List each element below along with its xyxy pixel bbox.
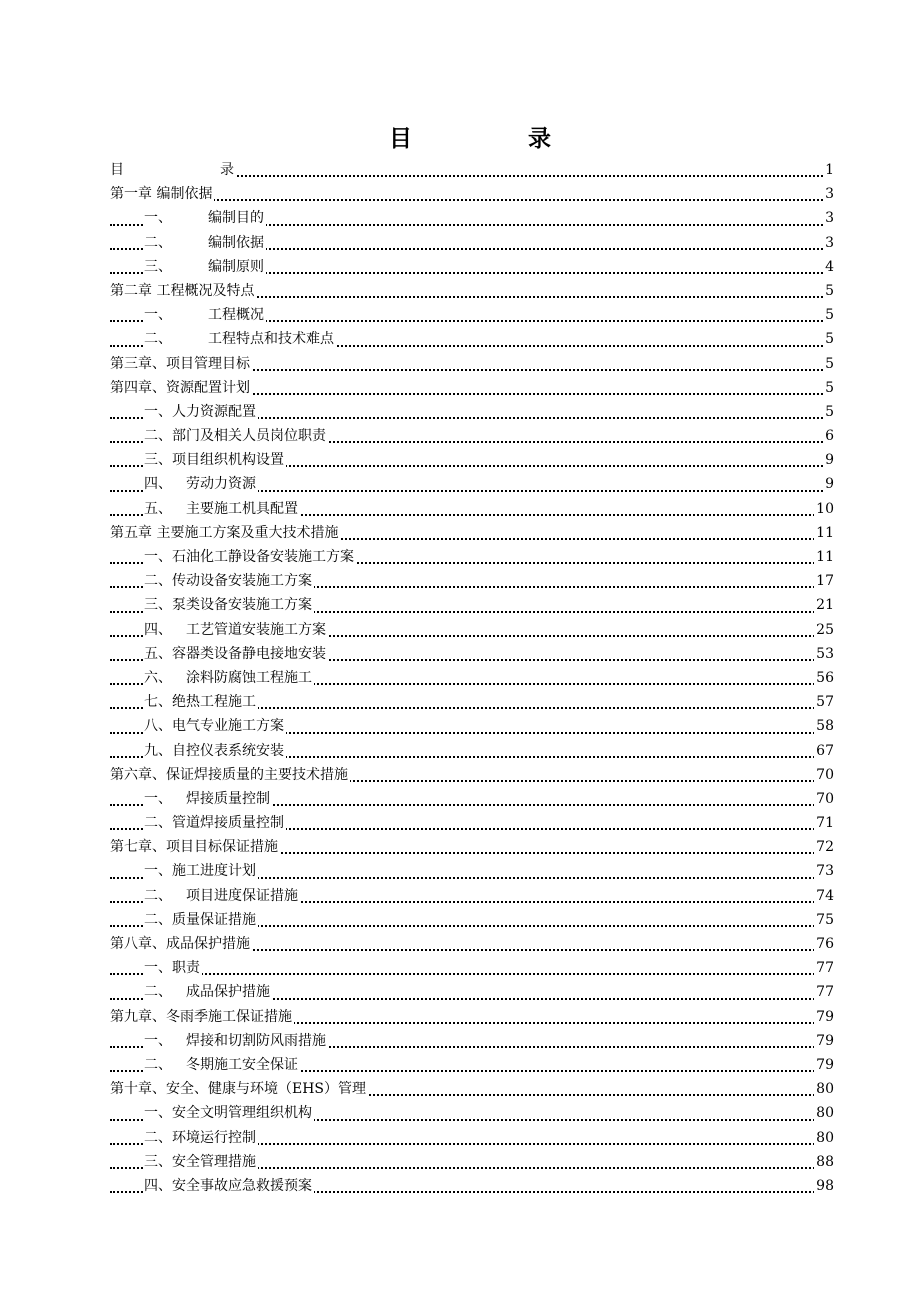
toc-entry-label: 一、石油化工静设备安装施工方案 [144, 549, 354, 565]
toc-page-number: 73 [814, 859, 834, 883]
toc-page-number: 6 [823, 424, 834, 448]
toc-entry-text [144, 210, 266, 226]
toc-entry-text [110, 1009, 294, 1025]
toc-entry[interactable] [110, 618, 834, 642]
toc-page-number: 9 [823, 448, 834, 472]
toc-entry-text [110, 525, 340, 541]
toc-entry[interactable] [110, 327, 834, 351]
toc-entry-label: 八、电气专业施工方案 [144, 718, 284, 735]
toc-entry[interactable] [110, 811, 834, 835]
toc-entry-label: 涂料防腐蚀工程施工 [186, 669, 312, 686]
toc-entry[interactable] [110, 1101, 834, 1125]
toc-page-number: 5 [823, 376, 834, 400]
toc-page-number: 98 [814, 1174, 834, 1198]
toc-entry-text [144, 863, 258, 879]
toc-page-number: 10 [814, 497, 834, 521]
toc-page-number: 79 [814, 1053, 834, 1077]
toc-entry-number: 六、 [144, 669, 172, 686]
toc-page-number: 76 [814, 932, 834, 956]
toc-entry-text [144, 1033, 328, 1049]
toc-entry[interactable] [110, 303, 834, 327]
toc-entry-text [144, 549, 356, 565]
toc-entry-text [144, 307, 266, 323]
toc-entry[interactable] [110, 1029, 834, 1053]
toc-entry[interactable] [110, 739, 834, 763]
toc-entry-text [144, 670, 314, 686]
toc-entry-text [144, 1178, 314, 1194]
toc-entry-number: 五、 [144, 500, 172, 517]
toc-entry-label: 项目进度保证措施 [186, 887, 298, 904]
toc-entry-text [144, 912, 258, 928]
toc-entry-number: 一、 [144, 210, 172, 227]
toc-page-number: 58 [814, 714, 834, 738]
toc-page-number: 67 [814, 739, 834, 763]
toc-entry[interactable] [110, 376, 834, 400]
toc-page-number: 5 [823, 352, 834, 376]
toc-entry[interactable] [110, 1126, 834, 1150]
toc-entry[interactable] [110, 1150, 834, 1174]
toc-entry-text [110, 936, 252, 952]
toc-page-number: 9 [823, 472, 834, 496]
toc-page-number: 1 [823, 158, 834, 182]
toc-entry[interactable] [110, 690, 834, 714]
toc-entry-text [144, 646, 328, 662]
toc-entry-text [144, 815, 286, 831]
toc-entry-label: 三、项目组织机构设置 [144, 452, 284, 469]
toc-entry-text [144, 1057, 300, 1073]
toc-entry-label: 二、部门及相关人员岗位职责 [144, 428, 326, 445]
toc-entry-label: 一、施工进度计划 [144, 863, 256, 880]
toc-entry-text [110, 162, 236, 178]
toc-entry-label: 一、安全文明管理组织机构 [144, 1105, 312, 1122]
toc-page-number: 80 [814, 1077, 834, 1101]
toc-entry-text [144, 622, 328, 638]
toc-entry-label: 冬期施工安全保证 [186, 1056, 298, 1073]
toc-entry-text [144, 1130, 258, 1146]
toc-page-number: 74 [814, 884, 834, 908]
toc-entry-label: 录 [220, 162, 234, 178]
toc-entry-text [144, 984, 272, 1000]
toc-entry[interactable] [110, 497, 834, 521]
toc-entry-text [144, 718, 286, 734]
toc-entry[interactable] [110, 956, 834, 980]
toc-entry[interactable] [110, 1077, 834, 1101]
toc-entry-text [110, 186, 214, 202]
toc-page-number: 25 [814, 618, 834, 642]
title-char-2: 录 [528, 125, 551, 152]
toc-page-number: 3 [823, 182, 834, 206]
toc-entry-label: 目 [110, 162, 124, 178]
toc-entry-label: 第二章 工程概况及特点 [110, 282, 255, 299]
toc-page-number: 70 [814, 787, 834, 811]
page-title [0, 120, 920, 152]
toc-entry[interactable] [110, 569, 834, 593]
toc-page-number: 57 [814, 690, 834, 714]
toc-entry-number: 二、 [144, 331, 172, 348]
toc-page-number: 71 [814, 811, 834, 835]
toc-page-number: 56 [814, 666, 834, 690]
toc-entry[interactable] [110, 448, 834, 472]
toc-entry-label: 第九章、冬雨季施工保证措施 [110, 1008, 292, 1025]
toc-entry-text [110, 839, 280, 855]
toc-entry[interactable] [110, 400, 834, 424]
toc-page-number: 77 [814, 956, 834, 980]
toc-entry-text [144, 1105, 314, 1121]
toc-page-number: 88 [814, 1150, 834, 1174]
toc-entry-number: 二、 [144, 1056, 172, 1073]
toc-entry-number: 四、 [144, 621, 172, 638]
toc-entry-label: 工程概况 [208, 307, 264, 324]
toc-entry[interactable] [110, 521, 834, 545]
toc-page-number: 5 [823, 303, 834, 327]
toc-entry-text [144, 404, 258, 420]
toc-entry-number: 二、 [144, 984, 172, 1001]
toc-entry-label: 第十章、安全、健康与环境（EHS）管理 [110, 1081, 367, 1098]
toc-entry-label: 成品保护措施 [186, 984, 270, 1001]
toc-entry[interactable] [110, 980, 834, 1004]
toc-entry-text [110, 1081, 368, 1097]
toc-entry[interactable] [110, 182, 834, 206]
toc-entry-number: 一、 [144, 790, 172, 807]
toc-page-number: 80 [814, 1126, 834, 1150]
toc-page-number: 3 [823, 206, 834, 230]
toc-entry-label: 工程特点和技术难点 [208, 331, 334, 348]
toc-entry[interactable] [110, 763, 834, 787]
toc-entry-label: 七、绝热工程施工 [144, 694, 256, 711]
toc-entry-text [144, 259, 266, 275]
toc-entry-label: 焊接质量控制 [186, 790, 270, 807]
toc-entry-label: 第六章、保证焊接质量的主要技术措施 [110, 766, 348, 783]
toc-entry-label: 编制目的 [208, 210, 264, 227]
toc-entry-label: 编制依据 [208, 234, 264, 251]
toc-page-number: 70 [814, 763, 834, 787]
toc-entry-text [110, 767, 350, 783]
toc-entry-text [144, 235, 266, 251]
toc-entry-text [144, 960, 202, 976]
toc-entry-text [144, 501, 300, 517]
toc-page-number: 77 [814, 980, 834, 1004]
toc-entry-label: 编制原则 [208, 258, 264, 275]
toc-entry-label: 第七章、项目目标保证措施 [110, 839, 278, 856]
toc-entry[interactable] [110, 908, 834, 932]
toc-entry-label: 九、自控仪表系统安装 [144, 742, 284, 759]
toc-entry-label: 主要施工机具配置 [186, 500, 298, 517]
toc-entry-label: 一、职责 [144, 960, 200, 977]
toc-page-number: 79 [814, 1005, 834, 1029]
toc-entry-text [110, 283, 256, 299]
toc-page-number: 80 [814, 1101, 834, 1125]
toc-entry-text [110, 380, 252, 396]
toc-entry[interactable] [110, 593, 834, 617]
toc-entry-label: 三、安全管理措施 [144, 1153, 256, 1170]
toc-entry[interactable] [110, 279, 834, 303]
toc-entry[interactable] [110, 424, 834, 448]
toc-page-number: 5 [823, 327, 834, 351]
toc-page-number: 79 [814, 1029, 834, 1053]
toc-entry-text [144, 573, 314, 589]
toc-entry-label: 第四章、资源配置计划 [110, 379, 250, 396]
toc-entry[interactable] [110, 835, 834, 859]
toc-entry-label: 二、质量保证措施 [144, 911, 256, 928]
toc-entry[interactable] [110, 787, 834, 811]
toc-entry[interactable] [110, 666, 834, 690]
toc-entry-label: 第一章 编制依据 [110, 186, 213, 203]
toc-entry-label: 二、传动设备安装施工方案 [144, 573, 312, 590]
toc-page-number: 5 [823, 279, 834, 303]
toc-entry-text [144, 597, 314, 613]
toc-entry-label: 五、容器类设备静电接地安装 [144, 645, 326, 662]
toc-page-number: 17 [814, 569, 834, 593]
toc-entry-number: 三、 [144, 258, 172, 275]
toc-page-number: 4 [823, 255, 834, 279]
toc-entry-label: 二、环境运行控制 [144, 1129, 256, 1146]
toc-entry-label: 劳动力资源 [186, 476, 256, 493]
toc-entry-number: 二、 [144, 234, 172, 251]
toc-entry-text [144, 476, 258, 492]
toc-entry-number: 二、 [144, 887, 172, 904]
toc-entry[interactable] [110, 1005, 834, 1029]
toc-page-number: 5 [823, 400, 834, 424]
toc-entry[interactable] [110, 1174, 834, 1198]
toc-entry-label: 第五章 主要施工方案及重大技术措施 [110, 524, 339, 541]
toc-entry-number: 一、 [144, 307, 172, 324]
toc-entry[interactable] [110, 884, 834, 908]
toc-page-number: 11 [814, 521, 834, 545]
toc-entry-text [144, 428, 328, 444]
toc-entry-label: 工艺管道安装施工方案 [186, 621, 326, 638]
toc-page-number: 21 [814, 593, 834, 617]
toc-entry-label: 第八章、成品保护措施 [110, 936, 250, 952]
toc-entry[interactable] [110, 352, 834, 376]
toc-entry[interactable] [110, 545, 834, 569]
table-of-contents [110, 158, 834, 1198]
toc-entry[interactable] [110, 158, 834, 182]
toc-entry[interactable] [110, 206, 834, 230]
toc-entry-text [144, 743, 286, 759]
toc-entry-text [144, 1154, 258, 1170]
toc-entry-text [110, 356, 252, 372]
toc-page-number: 11 [814, 545, 834, 569]
toc-entry[interactable] [110, 932, 834, 956]
toc-entry-text [144, 791, 272, 807]
toc-page-number: 72 [814, 835, 834, 859]
toc-entry-label: 第三章、项目管理目标 [110, 355, 250, 372]
toc-entry[interactable] [110, 472, 834, 496]
toc-entry-text [144, 452, 286, 468]
toc-entry[interactable] [110, 642, 834, 666]
toc-entry-label: 二、管道焊接质量控制 [144, 815, 284, 832]
toc-entry-text [144, 331, 336, 347]
title-char-1: 目 [389, 125, 412, 152]
toc-entry-label: 三、泵类设备安装施工方案 [144, 597, 312, 614]
toc-entry-number: 一、 [144, 1032, 172, 1049]
toc-page-number: 3 [823, 231, 834, 255]
toc-entry[interactable] [110, 231, 834, 255]
toc-entry[interactable] [110, 255, 834, 279]
toc-page-number: 75 [814, 908, 834, 932]
toc-entry-label: 焊接和切割防风雨措施 [186, 1032, 326, 1049]
toc-entry-text [144, 694, 258, 710]
toc-page-number: 53 [814, 642, 834, 666]
toc-entry[interactable] [110, 1053, 834, 1077]
toc-entry[interactable] [110, 859, 834, 883]
toc-entry[interactable] [110, 714, 834, 738]
toc-entry-number: 四、 [144, 476, 172, 493]
dot-leader [110, 973, 834, 975]
toc-entry-label: 四、安全事故应急救援预案 [144, 1177, 312, 1194]
toc-entry-label: 一、人力资源配置 [144, 403, 256, 420]
toc-entry-text [144, 888, 300, 904]
dot-leader [110, 199, 834, 201]
